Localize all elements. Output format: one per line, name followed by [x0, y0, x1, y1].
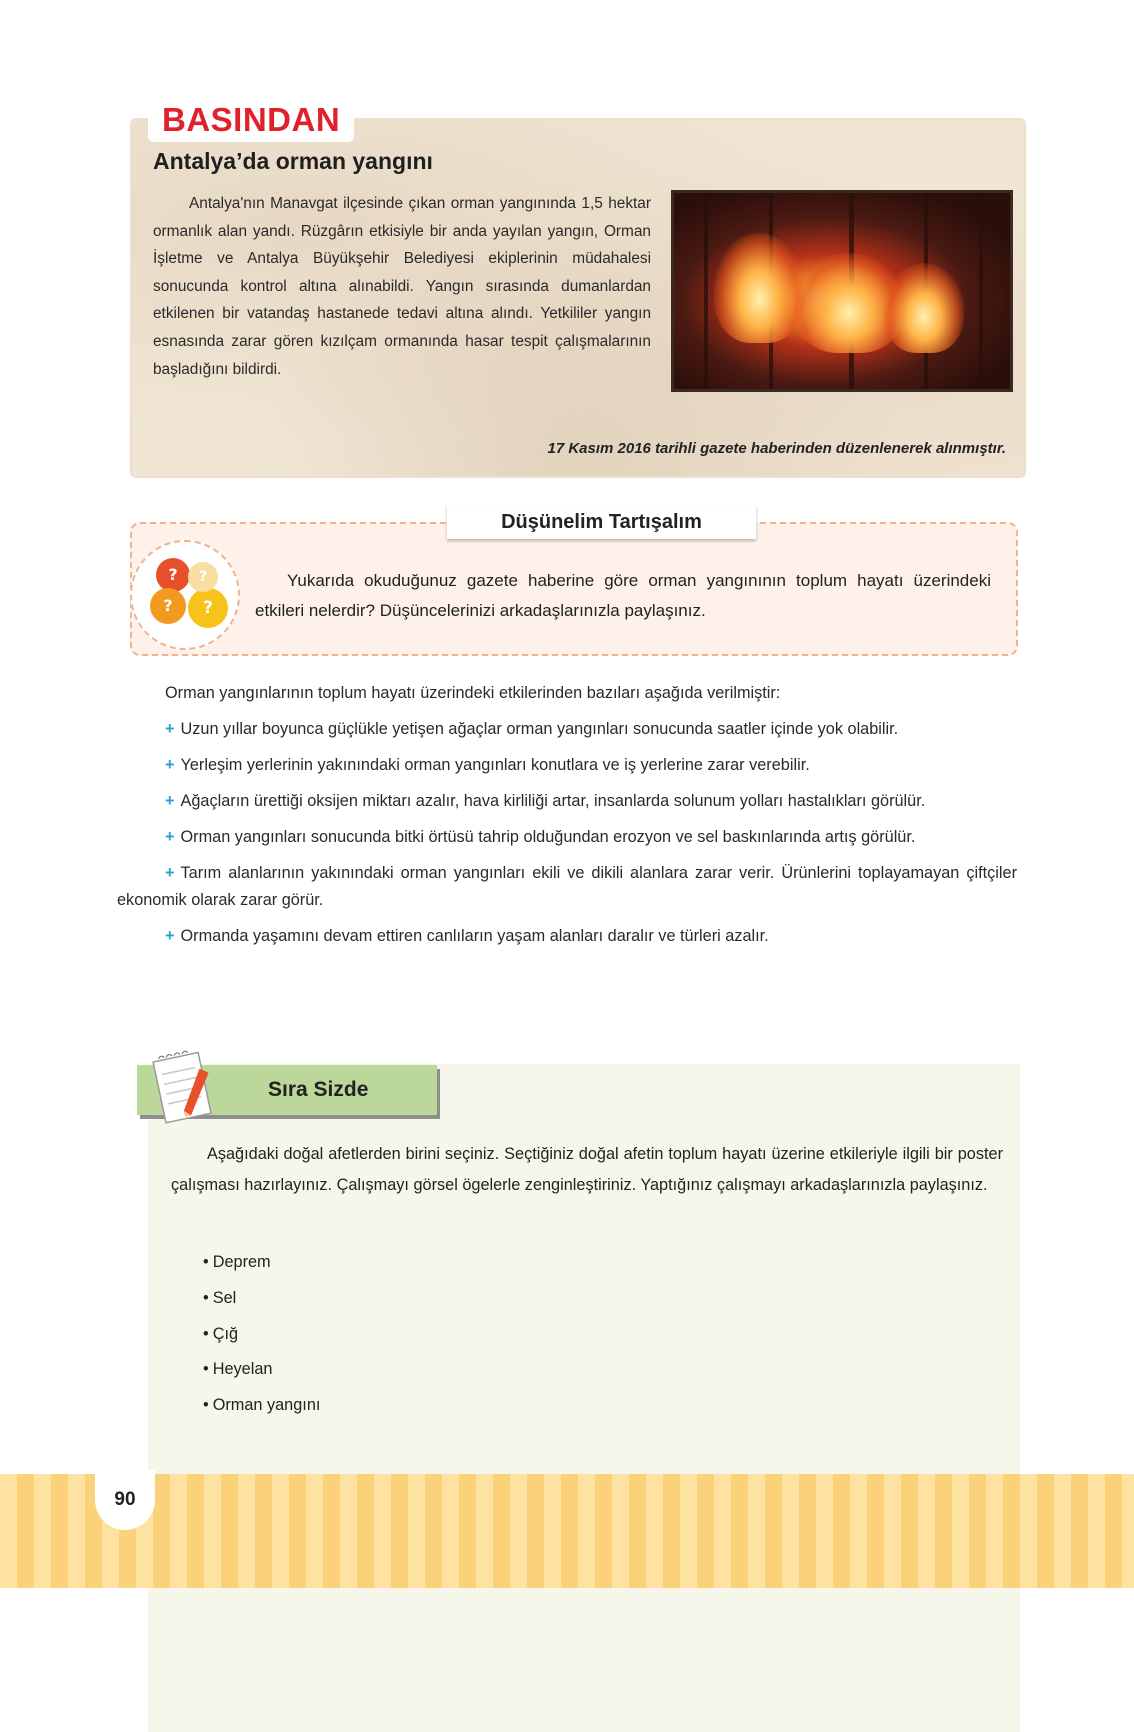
press-body: [153, 190, 1013, 402]
plus-bullet-icon: +: [165, 720, 175, 738]
effect-item: + Orman yangınları sonucunda bitki örtüsü tahrip olduğundan erozyon ve sel baskınlarında artış görülür.: [165, 828, 916, 846]
forest-fire-photo: [671, 190, 1013, 392]
press-paragraph: Antalya'nın Manavgat ilçesinde çıkan orman yangınında 1,5 hektar ormanlık alan yandı. Rüzgârın etkisiyle bir anda yayılan yangın, Orman İşletme ve Antalya Büyükşehir Belediyesi ekiplerinin müdahalesi sonucunda kontrol altına alınabildi. Yangın sırasında dumanlardan etkilenen bir vatandaş hastanede tedavi altına alındı. Yetkililer yangın esnasında zarar gören kızılçam ormanında hasar tespit çalışmalarının başladığını bildirdi.: [153, 195, 651, 378]
plus-bullet-icon: +: [165, 792, 175, 810]
press-source: 17 Kasım 2016 tarihli gazete haberinden düzenlenerek alınmıştır.: [547, 440, 1006, 457]
effect-item: + Uzun yıllar boyunca güçlükle yetişen ağaçlar orman yangınları sonucunda saatler içinde yok olabilir.: [165, 720, 899, 738]
bubble-pale: ?: [188, 562, 218, 592]
turn-heading: Sıra Sizde: [268, 1078, 369, 1101]
discuss-text: Yukarıda okuduğunuz gazete haberine göre orman yangınının toplum hayatı üzerindeki etkileri nelerdir? Düşüncelerinizi arkadaşlarınızla paylaşınız.: [255, 571, 991, 620]
effect-item: + Tarım alanlarının yakınındaki orman yangınları ekili ve dikili alanlara zarar verir. Ürünlerini toplayamayan çiftçiler ekonomik olarak zarar görür.: [117, 864, 1017, 909]
effect-item: + Ağaçların ürettiği oksijen miktarı azalır, hava kirliliği artar, insanlarda solunum yolları hastalıkları görülür.: [165, 792, 926, 810]
effect-item: + Yerleşim yerlerinin yakınındaki orman yangınları konutlara ve iş yerlerine zarar verebilir.: [165, 756, 810, 774]
list-item: • Çığ: [203, 1317, 320, 1353]
disaster-list: [203, 1245, 320, 1424]
plus-bullet-icon: +: [165, 756, 175, 774]
list-item: • Deprem: [203, 1245, 320, 1281]
press-label: BASINDAN: [148, 98, 354, 142]
effect-item: + Ormanda yaşamını devam ettiren canlıların yaşam alanları daralır ve türleri azalır.: [165, 927, 769, 945]
discuss-heading: Düşünelim Tartışalım: [447, 505, 756, 539]
list-item: • Sel: [203, 1281, 320, 1317]
thought-bubbles-icon: [130, 540, 240, 650]
footer-stripes: [0, 1474, 1134, 1588]
plus-bullet-icon: +: [165, 828, 175, 846]
turn-text: Aşağıdaki doğal afetlerden birini seçiniz. Seçtiğiniz doğal afetin toplum hayatı üzerine etkileriyle ilgili bir poster çalışması hazırlayınız. Çalışmayı görsel ögelerle zenginleştiriniz. Yaptığınız çalışmayı arkadaşlarınızla paylaşınız.: [171, 1145, 1003, 1194]
press-title: Antalya’da orman yangını: [153, 148, 433, 174]
list-item: • Orman yangını: [203, 1388, 320, 1424]
effects-intro: Orman yangınlarının toplum hayatı üzerindeki etkilerinden bazıları aşağıda verilmiştir:: [165, 684, 781, 702]
plus-bullet-icon: +: [165, 927, 175, 945]
list-item: • Heyelan: [203, 1352, 320, 1388]
bubble-orange: ?: [150, 588, 186, 624]
bubble-yellow: ?: [188, 588, 228, 628]
bubble-red: ?: [156, 558, 190, 592]
page-number: 90: [95, 1470, 155, 1530]
effects-section: [117, 680, 1017, 959]
plus-bullet-icon: +: [165, 864, 175, 882]
